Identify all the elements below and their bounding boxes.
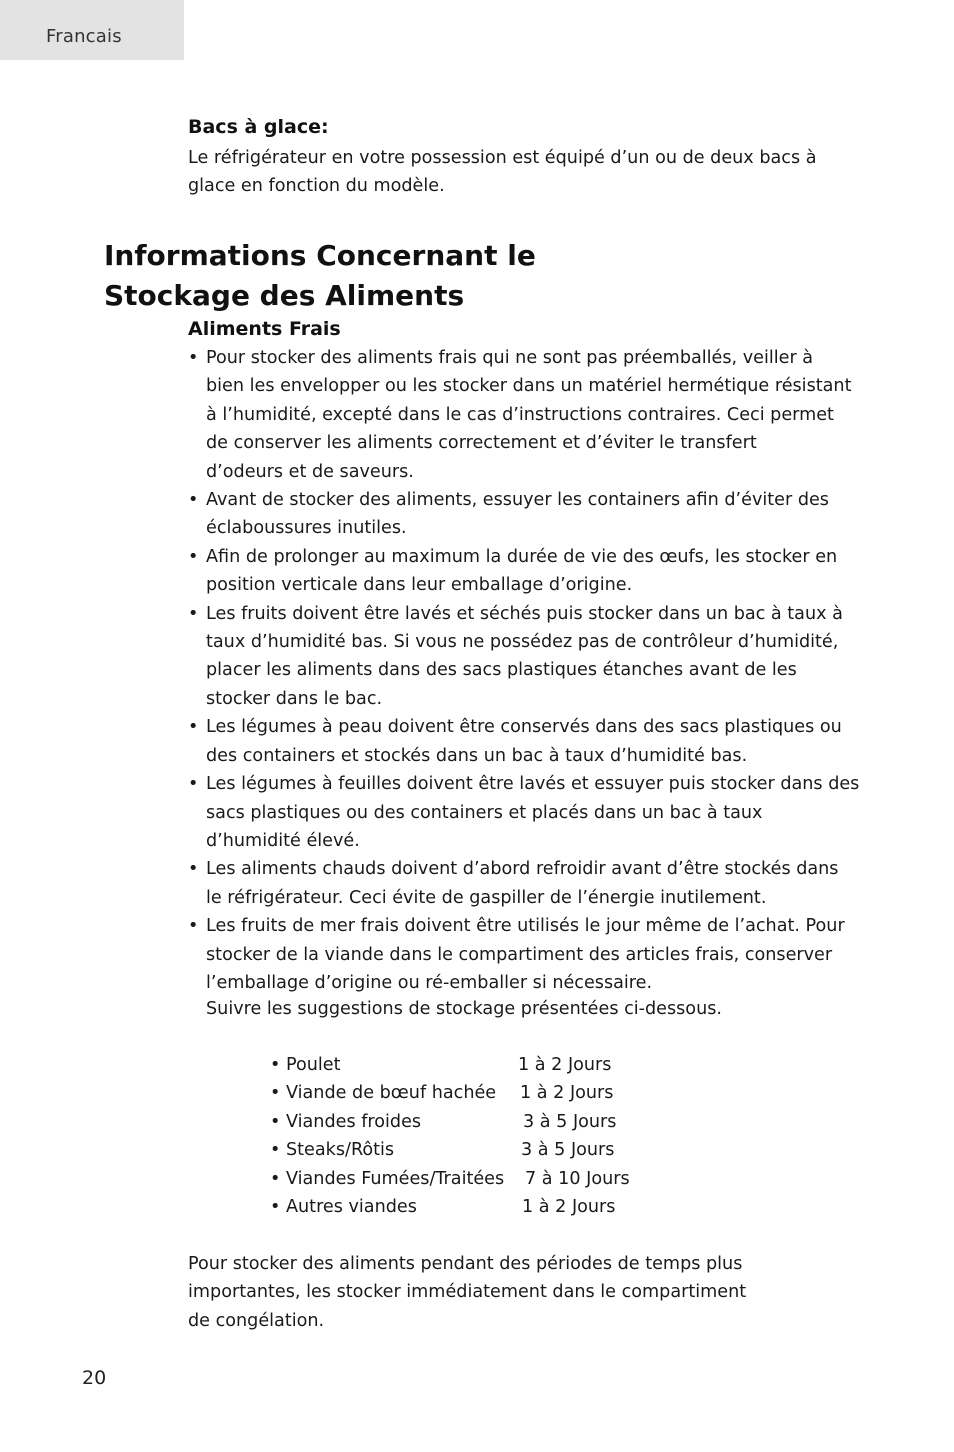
- paragraph-line: Pour stocker des aliments pendant des périodes de temps plus: [188, 1254, 743, 1274]
- storage-duration: 1 à 2 Jours: [520, 1083, 614, 1104]
- item-line: de conserver les aliments correctement et d’éviter le transfert: [206, 433, 757, 454]
- paragraph-line: importantes, les stocker immédiatement dans le compartiment: [188, 1282, 747, 1303]
- storage-food: • Viandes froides: [270, 1111, 422, 1132]
- item-line: stocker dans le bac.: [206, 688, 383, 709]
- bullet-icon: •: [188, 490, 199, 511]
- item-line: éclaboussures inutiles.: [206, 518, 407, 539]
- page-title: [104, 236, 536, 316]
- list-item: [188, 912, 848, 997]
- item-line: Pour stocker des aliments frais qui ne sont pas préemballés, veiller à: [206, 348, 814, 368]
- item-line: position verticale dans leur emballage d’origine.: [206, 575, 633, 596]
- bullet-icon: •: [188, 717, 199, 738]
- item-line: bien les envelopper ou les stocker dans un matériel hermétique résistant: [206, 376, 852, 397]
- list-item: [188, 855, 848, 912]
- fresh-food-list: [188, 344, 860, 997]
- paragraph-line: Le réfrigérateur en votre possession est équipé d’un ou de deux bacs à: [188, 148, 817, 168]
- list-item: [188, 600, 848, 714]
- list-item: [188, 713, 848, 770]
- closing-paragraph: [188, 1250, 746, 1335]
- list-item: [188, 344, 852, 486]
- item-line: stocker de la viande dans le compartiment des articles frais, conserver: [206, 944, 833, 965]
- item-line: Afin de prolonger au maximum la durée de vie des œufs, les stocker en: [206, 546, 838, 567]
- item-line: le réfrigérateur. Ceci évite de gaspiller de l’énergie inutilement.: [206, 887, 767, 908]
- item-line: Les légumes à feuilles doivent être lavés et essuyer puis stocker dans des: [206, 774, 860, 795]
- storage-food: • Viande de bœuf hachée: [270, 1083, 497, 1104]
- item-line: Les fruits doivent être lavés et séchés puis stocker dans un bac à taux à: [206, 603, 843, 624]
- paragraph-line: glace en fonction du modèle.: [188, 176, 445, 197]
- item-line: l’emballage d’origine ou ré-emballer si nécessaire.: [206, 972, 653, 993]
- language-label: Francais: [46, 26, 122, 47]
- storage-duration: 3 à 5 Jours: [523, 1111, 617, 1132]
- item-line: Les fruits de mer frais doivent être utilisés le jour même de l’achat. Pour: [206, 916, 845, 937]
- item-line: Avant de stocker des aliments, essuyer les containers afin d’éviter des: [206, 490, 829, 511]
- storage-duration: 3 à 5 Jours: [521, 1140, 615, 1161]
- storage-note: Suivre les suggestions de stockage présentées ci-dessous.: [206, 999, 722, 1019]
- storage-duration: 1 à 2 Jours: [522, 1196, 616, 1217]
- list-item: [188, 543, 848, 600]
- paragraph-line: de congélation.: [188, 1310, 325, 1331]
- storage-food: • Poulet: [270, 1055, 341, 1075]
- item-line: placer les aliments dans des sacs plastiques étanches avant de les: [206, 660, 797, 681]
- storage-duration: 1 à 2 Jours: [518, 1055, 612, 1075]
- list-item: [188, 486, 848, 543]
- item-line: sacs plastiques ou des containers et placés dans un bac à taux: [206, 802, 763, 823]
- bullet-icon: •: [188, 546, 199, 567]
- language-tab: [0, 0, 184, 60]
- list-item: [188, 770, 860, 855]
- bullet-icon: •: [188, 774, 199, 795]
- item-line: d’odeurs et de saveurs.: [206, 461, 414, 482]
- ice-trays-heading: Bacs à glace:: [188, 116, 329, 138]
- page-number: 20: [82, 1367, 107, 1389]
- item-line: Les aliments chauds doivent d’abord refroidir avant d’être stockés dans: [206, 859, 839, 880]
- storage-food: • Steaks/Rôtis: [270, 1140, 395, 1161]
- item-line: d’humidité élevé.: [206, 830, 360, 851]
- item-line: Les légumes à peau doivent être conservés dans des sacs plastiques ou: [206, 717, 842, 738]
- title-line: Informations Concernant le: [104, 239, 536, 272]
- title-line: Stockage des Aliments: [104, 279, 465, 312]
- ice-trays-paragraph: [188, 144, 868, 201]
- item-line: à l’humidité, excepté dans le cas d’instructions contraires. Ceci permet: [206, 404, 834, 425]
- bullet-icon: •: [188, 603, 199, 624]
- item-line: taux d’humidité bas. Si vous ne possédez pas de contrôleur d’humidité,: [206, 632, 839, 653]
- bullet-icon: •: [188, 348, 199, 368]
- storage-duration: 7 à 10 Jours: [525, 1168, 630, 1189]
- item-line: des containers et stockés dans un bac à taux d’humidité bas.: [206, 745, 748, 766]
- storage-food: • Viandes Fumées/Traitées: [270, 1168, 505, 1189]
- fresh-food-heading: Aliments Frais: [188, 318, 341, 340]
- storage-food: • Autres viandes: [270, 1196, 417, 1217]
- bullet-icon: •: [188, 916, 199, 937]
- bullet-icon: •: [188, 859, 199, 880]
